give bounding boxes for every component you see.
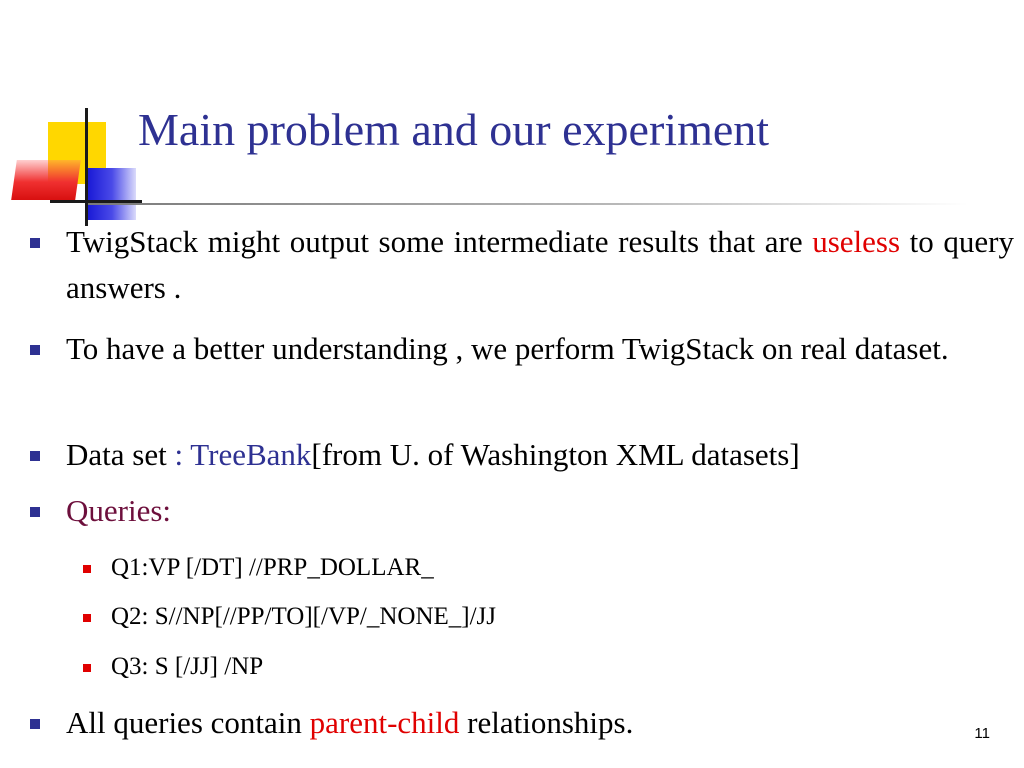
dataset-name: TreeBank bbox=[190, 437, 312, 472]
highlight-parent-child: parent-child bbox=[309, 705, 460, 740]
sub-bullet-query-2 bbox=[111, 599, 496, 635]
query-text: Q3: S [/JJ] /NP bbox=[111, 653, 264, 680]
bullet-marker bbox=[30, 719, 40, 729]
slide-title: Main problem and our experiment bbox=[138, 104, 770, 155]
query-text: Q1:VP [/DT] //PRP_DOLLAR_ bbox=[111, 554, 434, 581]
bullet-item-queries bbox=[66, 488, 1016, 534]
bullet-item-parent-child bbox=[66, 700, 1016, 746]
bullet-text: to query answers . bbox=[66, 224, 1014, 305]
blue-square-decoration bbox=[88, 168, 136, 220]
sub-bullet-marker bbox=[83, 664, 91, 672]
bullet-text: All queries contain bbox=[66, 705, 310, 740]
dataset-colon: : bbox=[174, 437, 191, 472]
sub-bullet-query-1 bbox=[111, 550, 434, 586]
bullet-text: To have a better understanding , we perform TwigStack on real dataset. bbox=[66, 331, 949, 366]
vertical-line-decoration bbox=[85, 108, 88, 226]
title-underline bbox=[88, 203, 968, 205]
sub-bullet-query-3 bbox=[111, 649, 263, 685]
bullet-item-understanding bbox=[66, 326, 1006, 372]
query-text: Q2: S//NP[//PP/TO][/VP/_NONE_]/JJ bbox=[111, 603, 497, 630]
bullet-marker bbox=[30, 451, 40, 461]
bullet-item-dataset bbox=[66, 432, 1016, 478]
bullet-marker bbox=[30, 507, 40, 517]
bullet-item-twigstack bbox=[66, 219, 1014, 311]
sub-bullet-marker bbox=[83, 565, 91, 573]
bullet-marker bbox=[30, 345, 40, 355]
red-square-decoration bbox=[11, 160, 81, 200]
queries-label: Queries: bbox=[66, 493, 172, 528]
dataset-source: [from U. of Washington XML datasets] bbox=[311, 437, 800, 472]
sub-bullet-marker bbox=[83, 614, 91, 622]
bullet-text: relationships. bbox=[459, 705, 634, 740]
bullet-marker bbox=[30, 238, 40, 248]
highlight-useless: useless bbox=[812, 224, 901, 259]
dataset-prefix: Data set bbox=[66, 437, 175, 472]
bullet-text: TwigStack might output some intermediate results that are bbox=[66, 224, 813, 259]
page-number: 11 bbox=[974, 725, 990, 742]
